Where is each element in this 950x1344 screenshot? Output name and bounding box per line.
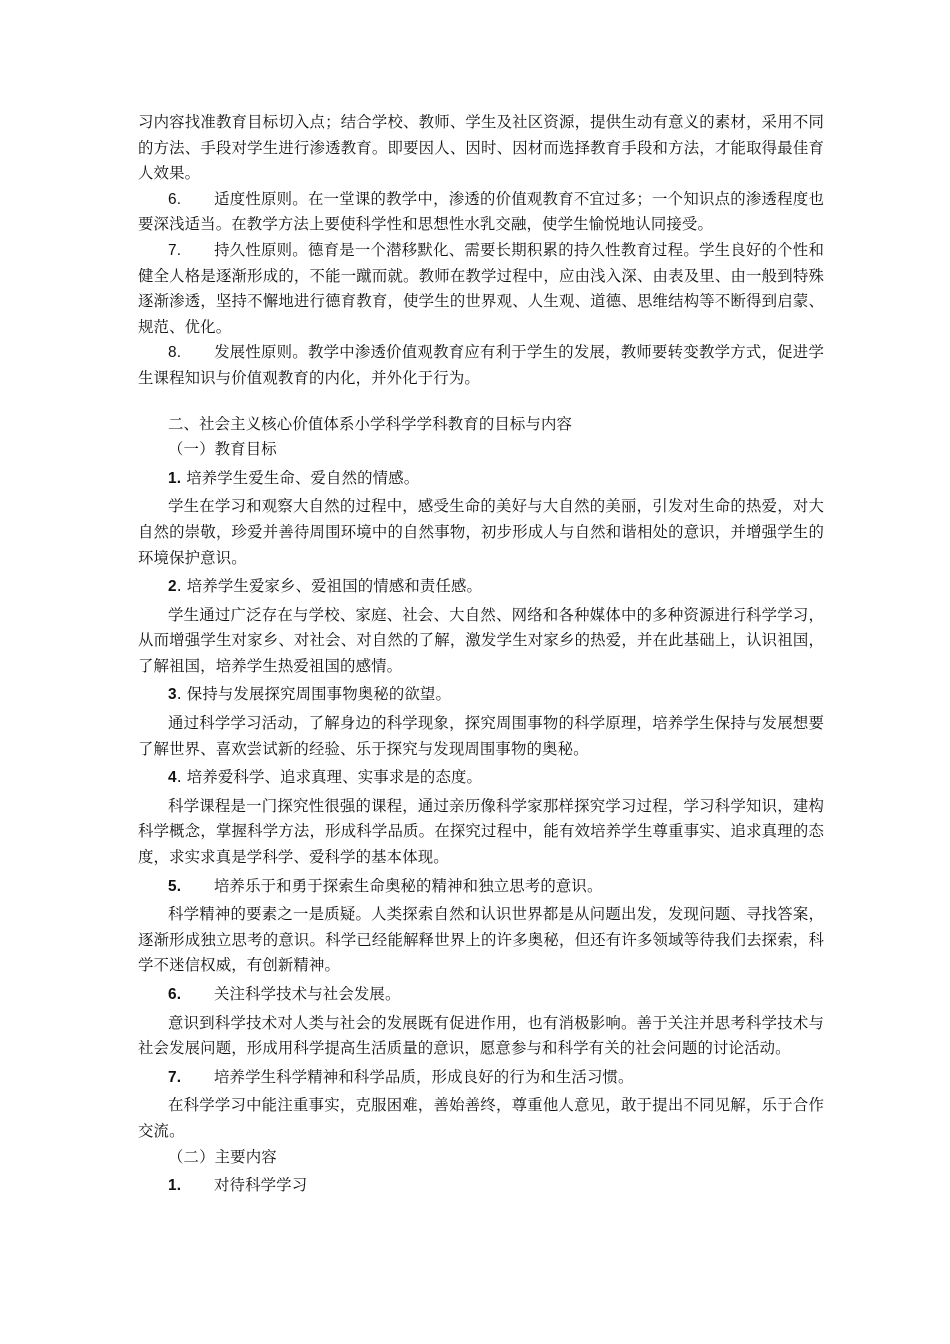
goal-3-body: 通过科学学习活动，了解身边的科学现象，探究周围事物的科学原理，培养学生保持与发展想要了解世界、喜欢尝试新的经验、乐于探究与发现周围事物的奥秘。 [138,714,824,758]
goal-4-body: 科学课程是一门探究性很强的课程，通过亲历像科学家那样探究学习过程，学习科学知识，建构科学概念，掌握科学方法，形成科学品质。在探究过程中，能有效培养学生尊重事实、追求真理的态度，求实求真是学科学、爱科学的基本体现。 [138,796,824,867]
goal-title-text: 培养学生科学精神和科学品质，形成良好的行为和生活习惯。 [214,1067,634,1086]
goal-number: 3 [168,686,177,704]
principle-6 [138,187,824,238]
section-heading: 二、社会主义核心价值体系小学科学学科教育的目标与内容 [168,414,573,433]
list-number: 8. [168,344,182,362]
principle-8 [138,340,824,391]
goal-6-body: 意识到科学技术对人类与社会的发展既有促进作用，也有消极影响。善于关注并思考科学技术与社会发展问题，形成用科学提高生活质量的意识，愿意参与和科学有关的社会问题的讨论活动。 [138,1013,824,1058]
goal-1-body: 学生在学习和观察大自然的过程中，感受生命的美好与大自然的美丽，引发对生命的热爱，对大自然的崇敬，珍爱并善待周围环境中的自然事物，初步形成人与自然和谐相处的意识，并增强学生的环境保护意识。 [138,497,824,567]
goal-5-body: 科学精神的要素之一是质疑。人类探索自然和认识世界都是从问题出发，发现问题、寻找答案，逐渐形成独立思考的意识。科学已经能解释世界上的许多奥秘，但还有许多领域等待我们去探索，科学不迷信权威，有创新精神。 [138,905,824,975]
document-body [138,110,824,1199]
goal-number: 1. [168,469,182,487]
goal-title-text: . 保持与发展探究周围事物奥秘的欲望。 [176,685,451,704]
goal-number: 7. [168,1068,182,1086]
goal-7-title [138,1065,824,1091]
goal-4-title [138,765,824,791]
goal-title-text: 培养乐于和勇于探索生命奥秘的精神和独立思考的意识。 [214,876,603,895]
goal-number: 5. [168,877,182,895]
goal-1-title [138,466,824,492]
goal-title-text: . 培养学生爱家乡、爱祖国的情感和责任感。 [176,577,483,596]
goal-number: 4 [168,769,177,787]
goal-2-title [138,574,824,600]
goal-title-text: . 培养爱科学、追求真理、实事求是的态度。 [176,768,483,787]
goal-2-body: 学生通过广泛存在与学校、家庭、社会、大自然、网络和各种媒体中的多种资源进行科学学习，从而增强学生对家乡、对社会、对自然的了解，激发学生对家乡的热爱，并在此基础上，认识祖国，了解祖国，培养学生热爱祖国的感情。 [138,605,824,675]
section-gap [138,392,824,412]
goal-5-title [138,874,824,900]
principle-text: 适度性原则。在一堂课的教学中，渗透的价值观教育不宜过多；一个知识点的渗透程度也要深浅适当。在教学方法上要使科学性和思想性水乳交融，使学生愉悦地认同接受。 [138,189,824,234]
principle-text: 发展性原则。教学中渗透价值观教育应有利于学生的发展，教师要转变教学方式，促进学生课程知识与价值观教育的内化，并外化于行为。 [138,343,824,387]
list-number: 6. [168,190,182,208]
paragraph-continuation: 习内容找准教育目标切入点；结合学校、教师、学生及社区资源，提供生动有意义的素材，采用不同的方法、手段对学生进行渗透教育。即要因人、因时、因材而选择教育手段和方法，才能取得最佳育人效果。 [138,113,824,183]
list-number: 7. [168,241,182,259]
goal-title-text: 关注科学技术与社会发展。 [214,985,401,1003]
principle-text: 持久性原则。德育是一个潜移默化、需要长期积累的持久性教育过程。学生良好的个性和健全人格是逐渐形成的，不能一蹴而就。教师在教学过程中，应由浅入深、由表及里、由一般到特殊逐渐渗透，坚持不懈地进行德育教育，使学生的世界观、人生观、道德、思维结构等不断得到启蒙、规范、优化。 [138,240,824,336]
subsection-heading: （二）主要内容 [168,1147,277,1166]
goal-6-title [138,982,824,1008]
goal-number: 2 [168,578,177,596]
content-number: 1. [168,1177,182,1195]
content-1-title [138,1173,824,1199]
goal-7-body: 在科学学习中能注重事实，克服困难，善始善终，尊重他人意见，敢于提出不同见解，乐于合作交流。 [138,1096,824,1140]
principle-7 [138,238,824,340]
goal-3-title [138,682,824,708]
goal-number: 6. [168,986,182,1003]
subsection-heading: （一）教育目标 [168,440,277,459]
content-title-text: 对待科学学习 [214,1176,308,1195]
goal-title-text: 培养学生爱生命、爱自然的情感。 [186,468,420,487]
